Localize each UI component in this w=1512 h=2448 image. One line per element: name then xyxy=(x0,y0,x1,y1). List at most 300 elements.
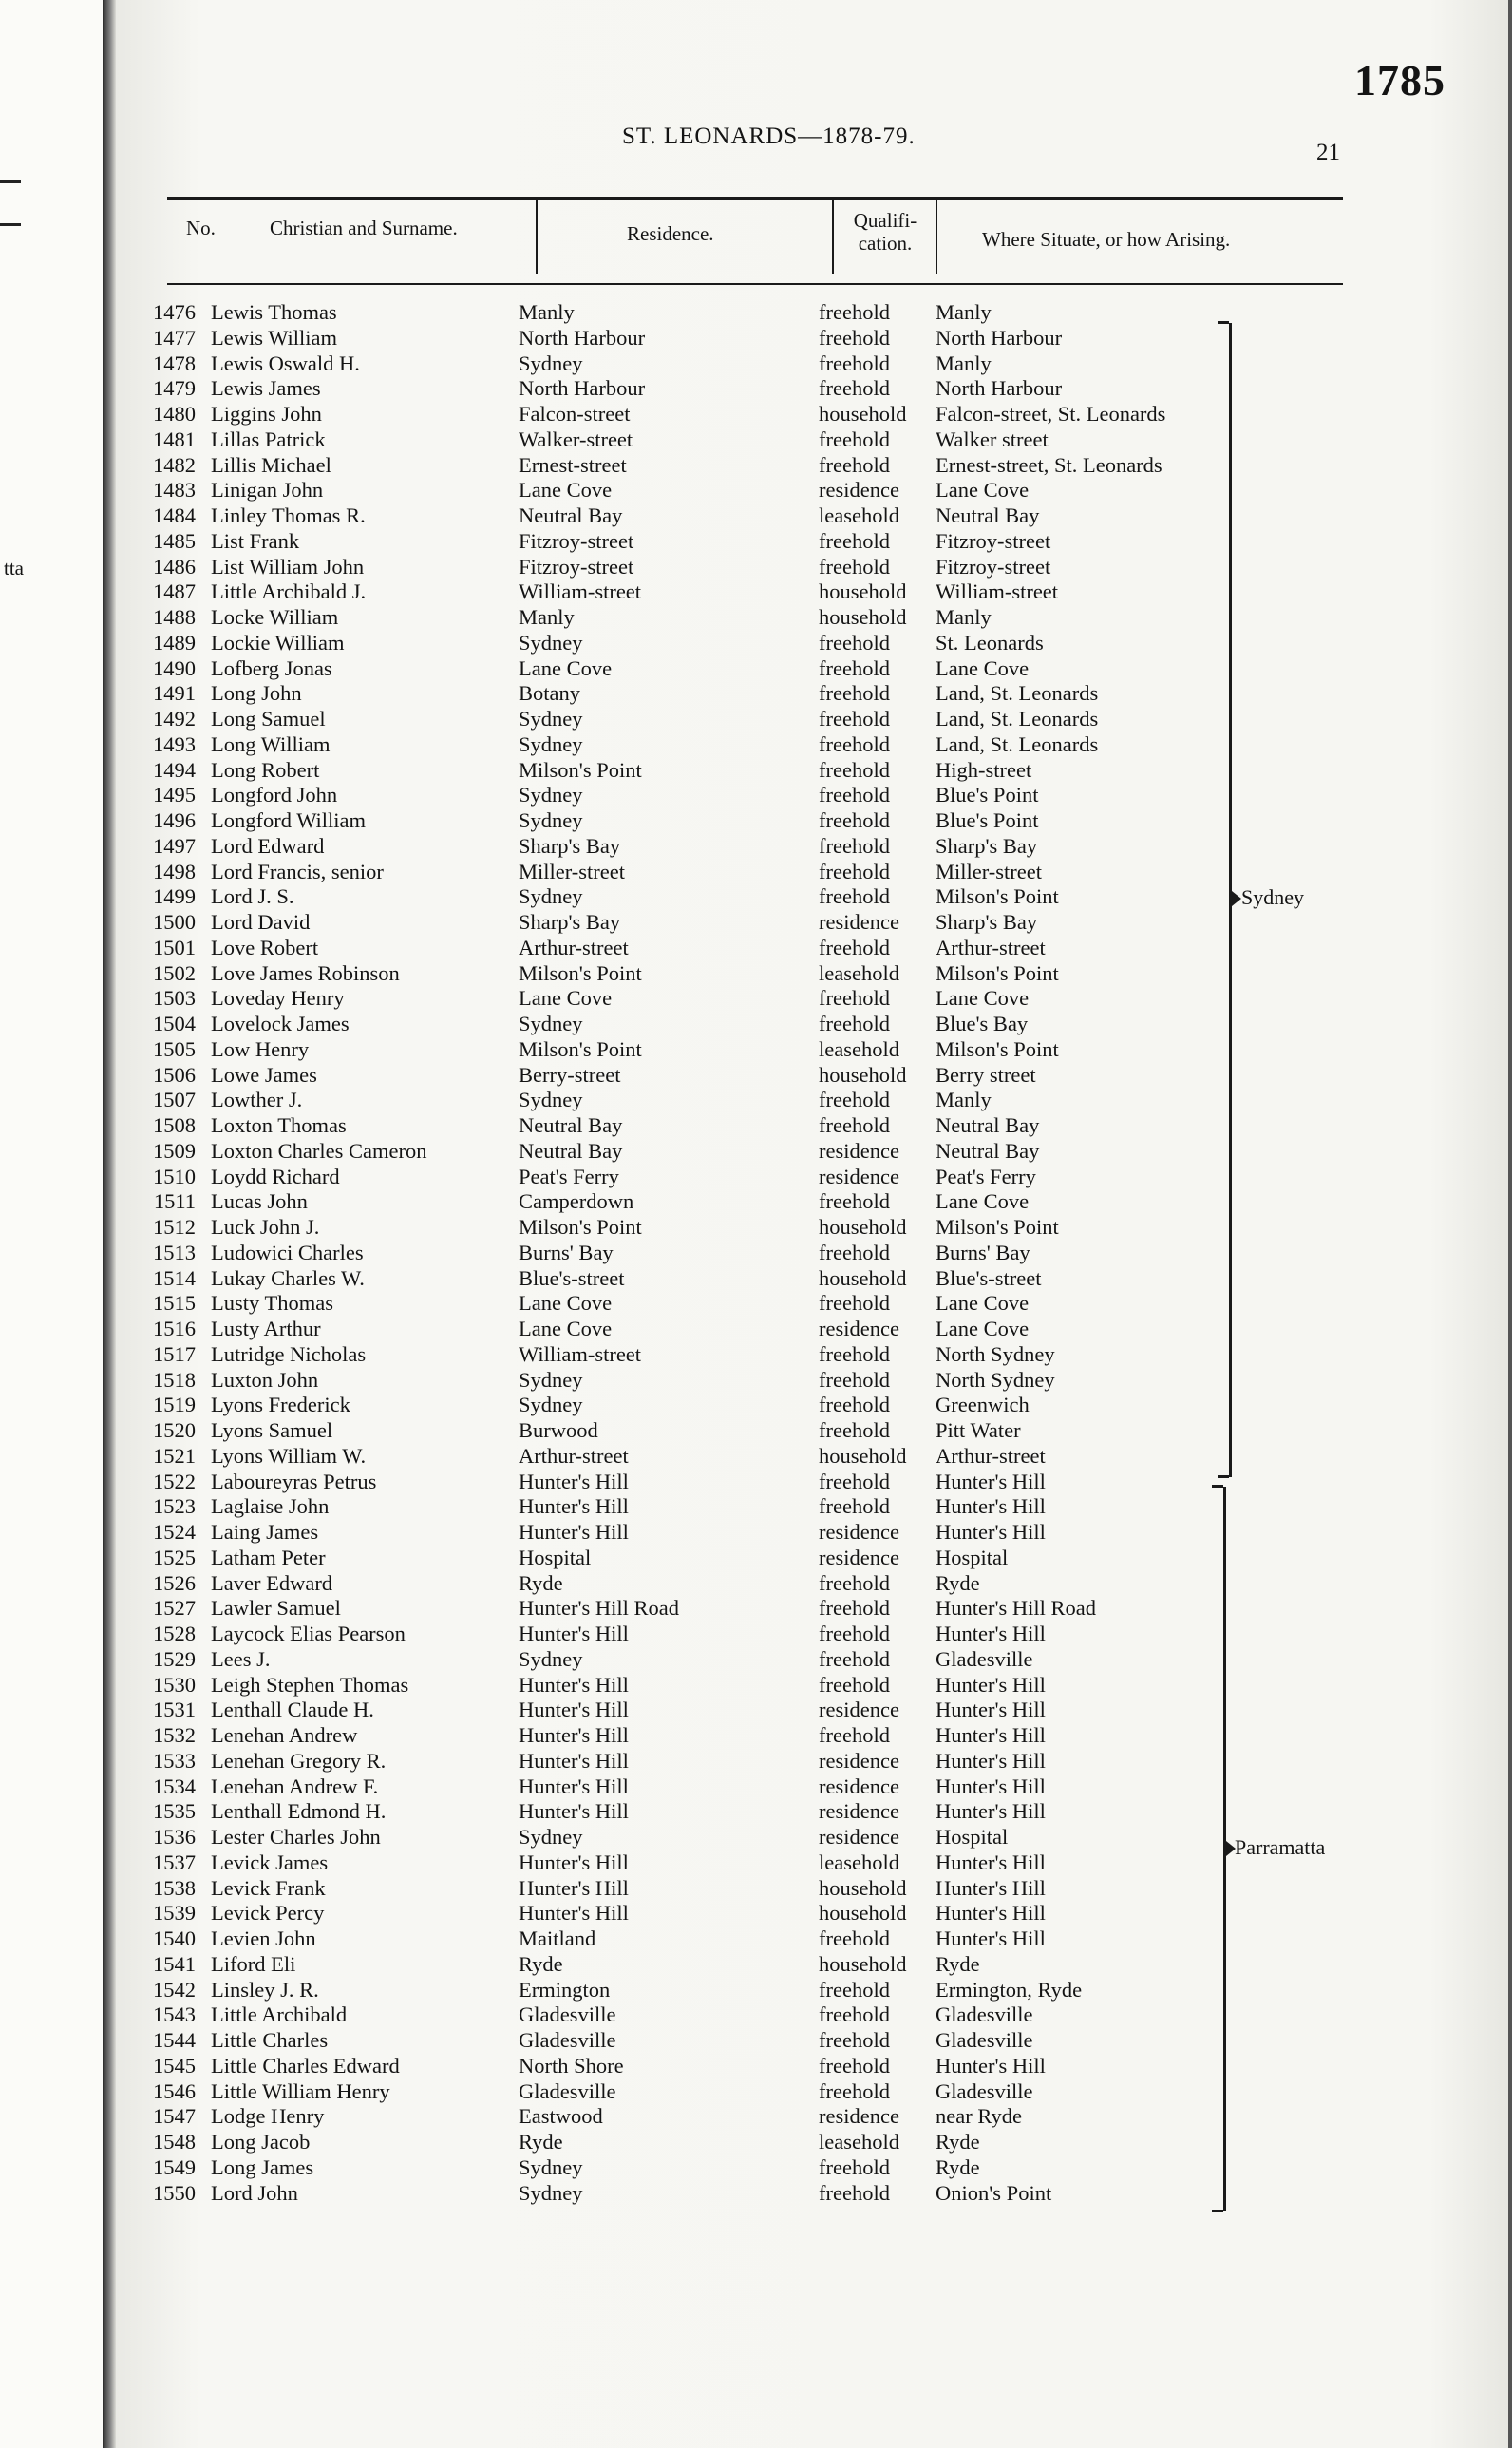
entry-number: 1514 xyxy=(153,1265,196,1290)
entry-residence: Sydney xyxy=(519,2180,583,2205)
entry-residence: Walker-street xyxy=(519,427,633,451)
entry-where-situate: Hunter's Hill xyxy=(936,1698,1046,1722)
entry-name: Luck John J. xyxy=(211,1215,320,1239)
entry-residence: Fitzroy-street xyxy=(519,528,634,553)
entry-name: Lord John xyxy=(211,2180,298,2205)
entry-number: 1496 xyxy=(153,808,196,832)
entry-number: 1492 xyxy=(153,707,196,731)
entry-where-situate: St. Leonards xyxy=(936,630,1044,655)
entry-qualification: freehold xyxy=(819,2180,890,2205)
table-row xyxy=(0,1368,1330,1393)
entry-number: 1495 xyxy=(153,783,196,807)
entry-qualification: residence xyxy=(819,1825,899,1849)
column-header-where: Where Situate, or how Arising. xyxy=(982,228,1231,251)
entry-number: 1483 xyxy=(153,478,196,503)
entry-residence: Hunter's Hill xyxy=(519,1850,629,1874)
section-page-number: 21 xyxy=(1316,140,1340,165)
entry-residence: Hunter's Hill xyxy=(519,1875,629,1900)
entry-where-situate: Hunter's Hill xyxy=(936,1494,1046,1519)
entry-number: 1494 xyxy=(153,757,196,782)
table-row xyxy=(0,2002,1330,2027)
entry-residence: Arthur-street xyxy=(519,1443,629,1468)
entry-where-situate: Hunter's Hill xyxy=(936,2053,1046,2078)
entry-name: Leigh Stephen Thomas xyxy=(211,1672,409,1697)
entry-residence: William-street xyxy=(519,579,642,604)
entry-name: Longford William xyxy=(211,808,367,832)
entry-name: Lawler Samuel xyxy=(211,1596,341,1621)
entry-residence: Sydney xyxy=(519,2154,583,2179)
entry-qualification: residence xyxy=(819,2104,899,2129)
entry-number: 1539 xyxy=(153,1901,196,1926)
entry-name: Laboureyras Petrus xyxy=(211,1469,377,1493)
entry-residence: Manly xyxy=(519,605,575,629)
entry-residence: Ryde xyxy=(519,2130,563,2154)
entry-number: 1547 xyxy=(153,2104,196,2129)
table-row xyxy=(0,2028,1330,2053)
entry-name: Lofberg Jonas xyxy=(211,655,332,680)
entry-where-situate: Gladesville xyxy=(936,2028,1033,2052)
entry-residence: Burwood xyxy=(519,1418,598,1442)
header-bottom-rule xyxy=(167,283,1343,285)
entry-where-situate: Hunter's Hill xyxy=(936,1622,1046,1645)
entry-number: 1521 xyxy=(153,1443,196,1468)
entry-residence: Sharp's Bay xyxy=(519,910,621,934)
entry-residence: Lane Cove xyxy=(519,655,613,680)
entry-where-situate: Gladesville xyxy=(936,1646,1033,1671)
entry-qualification: residence xyxy=(819,1698,899,1722)
entry-qualification: residence xyxy=(819,910,899,934)
entry-name: Lord J. S. xyxy=(211,884,294,909)
entry-residence: Hunter's Hill Road xyxy=(519,1596,680,1621)
page-number: 1785 xyxy=(1354,56,1446,104)
entry-number: 1536 xyxy=(153,1825,196,1849)
entry-name: Lusty Arthur xyxy=(211,1317,321,1340)
entry-qualification: residence xyxy=(819,1520,899,1544)
entry-number: 1493 xyxy=(153,731,196,756)
entry-name: List Frank xyxy=(211,528,300,553)
entry-residence: Miller-street xyxy=(519,859,626,883)
entry-name: Laglaise John xyxy=(211,1494,330,1519)
entry-qualification: residence xyxy=(819,478,899,503)
entry-where-situate: Lane Cove xyxy=(936,1291,1030,1316)
entry-number: 1502 xyxy=(153,960,196,985)
entry-where-situate: Lane Cove xyxy=(936,1189,1030,1214)
table-row xyxy=(0,1799,1330,1824)
entry-qualification: freehold xyxy=(819,1494,890,1519)
entry-where-situate: William-street xyxy=(936,579,1059,604)
entry-residence: Hunter's Hill xyxy=(519,1494,629,1519)
entry-number: 1503 xyxy=(153,986,196,1011)
entry-number: 1505 xyxy=(153,1036,196,1061)
table-row xyxy=(0,2155,1330,2180)
table-row xyxy=(0,427,1330,452)
entry-where-situate: Manly xyxy=(936,1088,992,1112)
entry-name: Lowe James xyxy=(211,1062,317,1087)
entry-number: 1512 xyxy=(153,1215,196,1239)
entry-residence: Sydney xyxy=(519,707,583,731)
table-row xyxy=(0,884,1330,909)
entry-qualification: freehold xyxy=(819,783,890,807)
table-row xyxy=(0,376,1330,401)
entry-where-situate: Land, St. Leonards xyxy=(936,707,1099,731)
entry-number: 1501 xyxy=(153,935,196,959)
entry-number: 1508 xyxy=(153,1113,196,1137)
entry-name: Lyons Frederick xyxy=(211,1393,350,1417)
table-row xyxy=(0,1978,1330,2002)
entry-residence: Sydney xyxy=(519,630,583,655)
entry-residence: North Harbour xyxy=(519,325,646,350)
table-row xyxy=(0,1037,1330,1062)
entry-name: Lord Francis, senior xyxy=(211,859,384,883)
entry-qualification: residence xyxy=(819,1138,899,1163)
entry-qualification: residence xyxy=(819,1545,899,1569)
entry-residence: Camperdown xyxy=(519,1189,634,1214)
entry-name: Loveday Henry xyxy=(211,986,345,1011)
entry-where-situate: Hunter's Hill xyxy=(936,1469,1046,1493)
entry-number: 1507 xyxy=(153,1088,196,1112)
entry-name: Lenehan Andrew F. xyxy=(211,1774,379,1798)
entry-where-situate: Pitt Water xyxy=(936,1418,1021,1442)
entry-name: Love James Robinson xyxy=(211,960,400,985)
entry-number: 1519 xyxy=(153,1393,196,1417)
entry-qualification: household xyxy=(819,1901,907,1926)
entry-qualification: freehold xyxy=(819,986,890,1011)
entry-where-situate: Ryde xyxy=(936,2130,980,2154)
entry-residence: Sydney xyxy=(519,1646,583,1671)
table-row xyxy=(0,707,1330,731)
entry-name: Lukay Charles W. xyxy=(211,1265,365,1290)
entry-residence: North Harbour xyxy=(519,376,646,401)
entry-where-situate: Neutral Bay xyxy=(936,1138,1040,1163)
entry-number: 1499 xyxy=(153,884,196,909)
entry-qualification: residence xyxy=(819,1799,899,1824)
table-row xyxy=(0,1470,1330,1494)
entry-number: 1527 xyxy=(153,1596,196,1621)
entry-residence: Lane Cove xyxy=(519,986,613,1011)
table-row xyxy=(0,1266,1330,1291)
entry-where-situate: Hunter's Hill xyxy=(936,1672,1046,1697)
entry-where-situate: Blue's-street xyxy=(936,1265,1042,1290)
entry-where-situate: Lane Cove xyxy=(936,478,1030,503)
entry-residence: Lane Cove xyxy=(519,1317,613,1340)
table-row xyxy=(0,631,1330,655)
entry-residence: Gladesville xyxy=(519,2002,616,2027)
entry-name: Lusty Thomas xyxy=(211,1291,333,1316)
table-row xyxy=(0,2054,1330,2078)
entry-residence: Hunter's Hill xyxy=(519,1622,629,1645)
entry-name: Levick James xyxy=(211,1850,329,1874)
entry-where-situate: Hunter's Hill xyxy=(936,1901,1046,1926)
table-row xyxy=(0,758,1330,783)
entry-qualification: residence xyxy=(819,1317,899,1340)
entry-where-situate: Blue's Point xyxy=(936,808,1039,832)
entry-number: 1497 xyxy=(153,833,196,858)
entry-where-situate: North Harbour xyxy=(936,376,1063,401)
entry-qualification: freehold xyxy=(819,351,890,375)
entry-qualification: freehold xyxy=(819,376,890,401)
entry-qualification: freehold xyxy=(819,2154,890,2179)
table-row xyxy=(0,503,1330,528)
table-row xyxy=(0,656,1330,681)
entry-where-situate: Blue's Point xyxy=(936,783,1039,807)
entry-residence: Hunter's Hill xyxy=(519,1672,629,1697)
entry-number: 1477 xyxy=(153,325,196,350)
table-row xyxy=(0,1291,1330,1316)
entry-qualification: freehold xyxy=(819,1596,890,1621)
table-row xyxy=(0,681,1330,706)
entry-name: Lees J. xyxy=(211,1646,271,1671)
entry-name: Little William Henry xyxy=(211,2078,390,2103)
entry-where-situate: Hunter's Hill Road xyxy=(936,1596,1097,1621)
entry-where-situate: Hunter's Hill xyxy=(936,1723,1046,1747)
entry-where-situate: Berry street xyxy=(936,1062,1036,1087)
entry-number: 1529 xyxy=(153,1646,196,1671)
entry-name: Little Archibald J. xyxy=(211,579,367,604)
table-row xyxy=(0,1825,1330,1850)
district-brace-parramatta xyxy=(1214,1487,1226,2211)
entry-residence: Hospital xyxy=(519,1545,592,1569)
entry-qualification: leasehold xyxy=(819,1850,899,1874)
entry-name: Ludowici Charles xyxy=(211,1240,364,1264)
entry-name: Lord Edward xyxy=(211,833,325,858)
column-header-qualification xyxy=(836,209,935,255)
entry-qualification: freehold xyxy=(819,1012,890,1035)
entry-residence: Ernest-street xyxy=(519,452,627,477)
table-row xyxy=(0,1698,1330,1722)
table-row xyxy=(0,478,1330,503)
entry-residence: Eastwood xyxy=(519,2104,603,2129)
table-row xyxy=(0,1876,1330,1901)
entry-number: 1542 xyxy=(153,1977,196,2002)
entry-name: Linigan John xyxy=(211,478,324,503)
entry-where-situate: Ernest-street, St. Leonards xyxy=(936,452,1162,477)
entry-where-situate: Onion's Point xyxy=(936,2180,1052,2205)
entry-number: 1546 xyxy=(153,2078,196,2103)
entry-where-situate: Gladesville xyxy=(936,2002,1033,2027)
table-row xyxy=(0,986,1330,1011)
entry-qualification: freehold xyxy=(819,325,890,350)
column-header-qualification-line2: cation. xyxy=(858,232,913,255)
column-header-residence: Residence. xyxy=(627,222,714,245)
entry-residence: Peat's Ferry xyxy=(519,1164,619,1188)
entry-residence: Manly xyxy=(519,300,575,324)
entry-name: Levick Percy xyxy=(211,1901,325,1926)
entry-qualification: freehold xyxy=(819,300,890,324)
table-row xyxy=(0,1215,1330,1240)
table-row xyxy=(0,808,1330,833)
entry-where-situate: Hospital xyxy=(936,1545,1009,1569)
table-row xyxy=(0,1749,1330,1774)
entry-residence: Neutral Bay xyxy=(519,1113,623,1137)
entry-residence: Maitland xyxy=(519,1926,596,1950)
entry-residence: Milson's Point xyxy=(519,960,642,985)
entry-where-situate: Milson's Point xyxy=(936,1036,1059,1061)
entry-qualification: household xyxy=(819,1265,907,1290)
district-brace-sydney xyxy=(1219,323,1232,1477)
table-row xyxy=(0,1088,1330,1112)
entry-name: Lovelock James xyxy=(211,1012,350,1035)
table-row xyxy=(0,910,1330,935)
entry-qualification: freehold xyxy=(819,1393,890,1417)
entry-number: 1524 xyxy=(153,1520,196,1544)
entry-residence: Milson's Point xyxy=(519,757,642,782)
entry-qualification: freehold xyxy=(819,935,890,959)
entry-residence: Fitzroy-street xyxy=(519,554,634,579)
entry-name: Lenehan Andrew xyxy=(211,1723,358,1747)
entry-number: 1509 xyxy=(153,1138,196,1163)
table-row xyxy=(0,2130,1330,2154)
entry-where-situate: Falcon-street, St. Leonards xyxy=(936,402,1166,426)
table-row xyxy=(0,1622,1330,1646)
entry-where-situate: North Sydney xyxy=(936,1367,1055,1392)
entry-where-situate: Hunter's Hill xyxy=(936,1926,1046,1950)
entry-qualification: household xyxy=(819,1951,907,1976)
entry-number: 1544 xyxy=(153,2028,196,2052)
entry-qualification: freehold xyxy=(819,1977,890,2002)
table-row xyxy=(0,936,1330,960)
entry-number: 1513 xyxy=(153,1240,196,1264)
entry-qualification: household xyxy=(819,1215,907,1239)
entry-where-situate: Hunter's Hill xyxy=(936,1799,1046,1824)
entry-number: 1484 xyxy=(153,503,196,527)
entry-name: List William John xyxy=(211,554,365,579)
table-row xyxy=(0,1850,1330,1875)
entry-where-situate: Hunter's Hill xyxy=(936,1520,1046,1544)
entry-name: Lenehan Gregory R. xyxy=(211,1748,387,1773)
entry-number: 1481 xyxy=(153,427,196,451)
entry-qualification: freehold xyxy=(819,2028,890,2052)
entry-name: Levien John xyxy=(211,1926,316,1950)
entry-qualification: freehold xyxy=(819,1672,890,1697)
entry-qualification: freehold xyxy=(819,630,890,655)
entry-number: 1518 xyxy=(153,1367,196,1392)
column-header-name: Christian and Surname. xyxy=(270,217,458,239)
entry-qualification: freehold xyxy=(819,1240,890,1264)
entry-number: 1531 xyxy=(153,1698,196,1722)
entry-where-situate: Lane Cove xyxy=(936,1317,1030,1340)
brace-point xyxy=(1232,891,1241,906)
entry-number: 1528 xyxy=(153,1622,196,1645)
entry-where-situate: Land, St. Leonards xyxy=(936,731,1099,756)
table-row xyxy=(0,1012,1330,1036)
district-label-sydney: Sydney xyxy=(1241,885,1304,909)
table-row xyxy=(0,351,1330,376)
entry-number: 1523 xyxy=(153,1494,196,1519)
entry-qualification: freehold xyxy=(819,1418,890,1442)
column-divider xyxy=(536,200,538,274)
header-top-rule xyxy=(167,197,1343,200)
entry-qualification: freehold xyxy=(819,1646,890,1671)
entry-number: 1490 xyxy=(153,655,196,680)
table-row xyxy=(0,2104,1330,2129)
table-row xyxy=(0,402,1330,427)
entry-where-situate: Manly xyxy=(936,351,992,375)
entry-residence: Hunter's Hill xyxy=(519,1901,629,1926)
entry-number: 1535 xyxy=(153,1799,196,1824)
entry-where-situate: Manly xyxy=(936,605,992,629)
entry-name: Laver Edward xyxy=(211,1570,333,1595)
page-edge xyxy=(1508,0,1512,2448)
entry-number: 1543 xyxy=(153,2002,196,2027)
entry-residence: Ryde xyxy=(519,1951,563,1976)
entry-name: Loxton Thomas xyxy=(211,1113,347,1137)
entry-qualification: freehold xyxy=(819,1570,890,1595)
entry-qualification: household xyxy=(819,1062,907,1087)
entry-name: Long Robert xyxy=(211,757,320,782)
table-row xyxy=(0,961,1330,986)
entry-where-situate: Burns' Bay xyxy=(936,1240,1030,1264)
entry-residence: Sydney xyxy=(519,1825,583,1849)
entry-qualification: freehold xyxy=(819,1291,890,1316)
table-row xyxy=(0,834,1330,859)
entry-where-situate: Lane Cove xyxy=(936,655,1030,680)
entry-qualification: leasehold xyxy=(819,2130,899,2154)
entry-where-situate: Lane Cove xyxy=(936,986,1030,1011)
entry-qualification: residence xyxy=(819,1164,899,1188)
entry-name: Lyons William W. xyxy=(211,1443,367,1468)
entry-where-situate: Ermington, Ryde xyxy=(936,1977,1083,2002)
entry-number: 1510 xyxy=(153,1164,196,1188)
entry-residence: Ermington xyxy=(519,1977,611,2002)
entry-number: 1478 xyxy=(153,351,196,375)
entry-number: 1504 xyxy=(153,1012,196,1035)
entry-where-situate: Land, St. Leonards xyxy=(936,681,1099,706)
entry-where-situate: Hunter's Hill xyxy=(936,1748,1046,1773)
entry-where-situate: Arthur-street xyxy=(936,1443,1046,1468)
entry-where-situate: Hunter's Hill xyxy=(936,1774,1046,1798)
entry-name: Little Charles xyxy=(211,2028,329,2052)
entry-name: Liford Eli xyxy=(211,1951,296,1976)
table-row xyxy=(0,1418,1330,1443)
table-row xyxy=(0,1901,1330,1926)
entry-where-situate: Milson's Point xyxy=(936,884,1059,909)
entry-qualification: freehold xyxy=(819,884,890,909)
table-row xyxy=(0,1546,1330,1570)
entry-qualification: freehold xyxy=(819,859,890,883)
entry-qualification: freehold xyxy=(819,808,890,832)
margin-rule xyxy=(0,223,21,226)
column-header-no: No. xyxy=(186,217,216,239)
entry-qualification: freehold xyxy=(819,1469,890,1493)
entry-name: Loydd Richard xyxy=(211,1164,340,1188)
entry-qualification: residence xyxy=(819,1748,899,1773)
entry-number: 1532 xyxy=(153,1723,196,1747)
entry-number: 1491 xyxy=(153,681,196,706)
column-divider xyxy=(832,200,834,274)
entry-name: Lewis William xyxy=(211,325,338,350)
entry-number: 1515 xyxy=(153,1291,196,1316)
entry-where-situate: North Harbour xyxy=(936,325,1063,350)
table-row xyxy=(0,326,1330,351)
column-divider xyxy=(936,200,937,274)
entry-residence: Ryde xyxy=(519,1570,563,1595)
entry-name: Long Samuel xyxy=(211,707,326,731)
entry-qualification: household xyxy=(819,579,907,604)
entry-number: 1550 xyxy=(153,2180,196,2205)
entry-name: Liggins John xyxy=(211,402,322,426)
table-row xyxy=(0,1673,1330,1698)
entry-where-situate: Fitzroy-street xyxy=(936,554,1051,579)
entry-number: 1538 xyxy=(153,1875,196,1900)
table-row xyxy=(0,529,1330,554)
entry-qualification: freehold xyxy=(819,2002,890,2027)
column-header-qualification-line1: Qualifi- xyxy=(853,209,917,232)
entry-qualification: freehold xyxy=(819,452,890,477)
table-row xyxy=(0,732,1330,757)
entry-residence: Milson's Point xyxy=(519,1215,642,1239)
entry-residence: Sydney xyxy=(519,783,583,807)
entry-residence: Blue's-street xyxy=(519,1265,625,1290)
